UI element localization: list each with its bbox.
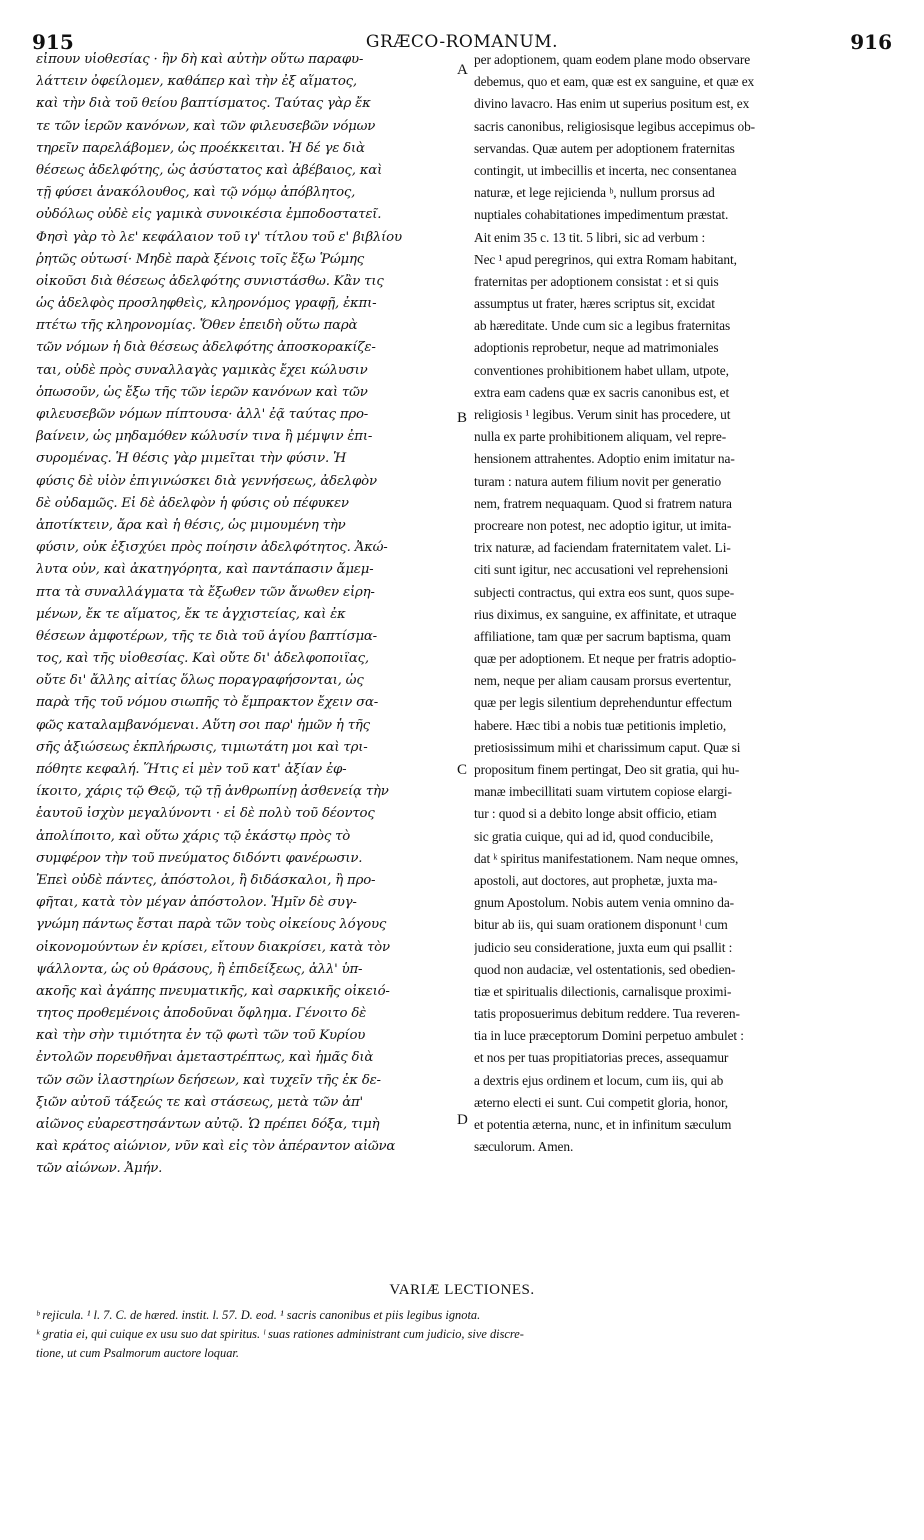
greek-text-line: τῶν αἰώνων. Ἀμήν. — [36, 1161, 163, 1177]
greek-text-line: ψάλλοντα, ὡς οὐ θράσους, ἢ ἐπιδείξεως, ἀλλ' ὑπ- — [36, 961, 363, 977]
greek-text-line: συμφέρον τὴν τοῦ πνεύματος διδόντι φανέρωσιν. — [36, 850, 363, 866]
latin-text-line: Nec ¹ apud peregrinos, qui extra Romam habitant, — [474, 251, 737, 267]
page-number-left: 915 — [32, 30, 74, 54]
greek-text-line: βαίνειν, ὡς μηδαμόθεν κώλυσίν τινα ἢ μέμψιν ἐπι- — [36, 429, 373, 445]
latin-text-line: habere. Hæc tibi a nobis tuæ petitionis impletio, — [474, 717, 727, 733]
latin-text-line: æterno electi ei sunt. Cui competit gloria, honor, — [474, 1094, 729, 1110]
latin-text-line: debemus, quo et eam, quæ est ex sanguine, et quæ ex — [474, 74, 755, 90]
latin-text-line: per adoptionem, quam eodem plane modo observare — [474, 52, 751, 67]
margin-marker-c: C — [457, 762, 468, 778]
greek-text-line: φῆται, κατὰ τὸν μέγαν ἀπόστολον. Ἡμῖν δὲ συγ- — [36, 895, 357, 911]
latin-text-line: turam : natura autem filium novit per generatio — [474, 473, 722, 489]
greek-text-line: Ἐπεὶ οὐδὲ πάντες, ἀπόστολοι, ἢ διδάσκαλοι, ἢ προ- — [36, 872, 376, 888]
latin-text-line: procreare non potest, nec adoptio igitur, ut imita- — [474, 517, 732, 533]
latin-text-line: et nos per tuas propitiatorias preces, assequamur — [474, 1050, 729, 1066]
latin-text-line: pretiosissimum mihi et charissimum caput. Quæ si — [474, 739, 741, 755]
greek-text-line: αἰῶνος εὐαρεστησάντων αὐτῷ. Ὧ πρέπει δόξα, τιμὴ — [36, 1117, 380, 1132]
latin-text-line: quæ per adoptionem. Et neque per fratris adoptio- — [474, 651, 737, 667]
greek-text-line: ται, οὐδὲ πρὸς συναλλαγὰς γαμικὰς ἔχει κώλυσιν — [36, 362, 368, 378]
latin-text-line: assumptus ut frater, hæres scriptus sit, excidat — [474, 296, 715, 312]
greek-text-line: θέσεων ἀμφοτέρων, τῆς τε διὰ τοῦ ἁγίου βαπτίσμα- — [36, 628, 377, 644]
greek-column — [36, 52, 454, 1184]
greek-text-line: τηρεῖν παρελάβομεν, ὡς προέκκειται. Ἡ δέ γε διὰ — [36, 140, 365, 156]
greek-text-line: πτέτω τῆς κληρονομίας. Ὅθεν ἐπειδὴ οὕτω παρὰ — [36, 318, 358, 334]
latin-text-line: apostoli, aut doctores, aut prophetæ, juxta ma- — [474, 872, 718, 888]
greek-text-line: τητος προθεμένοις ἀποδοῦναι ὄφλημα. Γένοιτο δὲ — [36, 1006, 367, 1022]
greek-text-line: φιλευσεβῶν νόμων πίπτουσα· ἀλλ' ἐᾷ ταύτας προ- — [36, 407, 369, 422]
running-title: GRÆCO-ROMANUM. — [365, 32, 559, 52]
greek-text-line: τος, καὶ τῆς υἱοθεσίας. Καὶ οὔτε δι' ἀδελφοποιΐας, — [36, 651, 369, 667]
greek-text-line: ὁπωσοῦν, ὡς ἔξω τῆς τῶν ἱερῶν κανόνων καὶ τῶν — [36, 384, 368, 400]
latin-text-line: a dextris ejus ordinem et locum, cum iis, qui ab — [474, 1072, 724, 1088]
latin-text-line: tia in luce præceptorum Domini perpetuo ambulet : — [474, 1028, 744, 1044]
latin-text-line: affiliatione, tam quæ per sacrum baptisma, quam — [474, 628, 731, 644]
latin-text-line: nem, neque per aliam causam prorsus evertentur, — [474, 673, 732, 689]
greek-text-line: τῇ φύσει ἀνακόλουθος, καὶ τῷ νόμῳ ἀπόβλητος, — [36, 185, 356, 201]
greek-text-line: φύσιν, οὐκ ἐξισχύει πρὸς ποίησιν ἀδελφότητος. Ἀκώ- — [36, 540, 388, 556]
variant-note-line: ᵏ gratia ei, qui cuique ex usu suo dat spiritus. ˡ suas rationes administrant cum judicio, sive discre- — [36, 1327, 524, 1341]
page-header — [32, 6, 892, 54]
latin-text-line: quod non audaciæ, vel ostentationis, sed obedien- — [474, 961, 736, 977]
greek-text-line: ἐντολῶν πορευθῆναι ἀμεταστρέπτως, καὶ ἡμᾶς διὰ — [36, 1050, 374, 1066]
greek-text-line: ὡς ἀδελφὸς προσληφθεὶς, κληρονόμος γραφῇ, ἐκπι- — [36, 296, 377, 312]
greek-text-line: παρὰ τῆς τοῦ νόμου σιωπῆς τὸ ἔμπρακτον ἔχειν σα- — [36, 695, 379, 711]
latin-text-line: sic gratia cuique, qui ad id, quod conducibile, — [474, 828, 714, 844]
greek-text-line: πόθητε κεφαλή. Ἥτις εἰ μὲν τοῦ κατ' ἀξίαν ἐφ- — [36, 762, 347, 777]
greek-text-line: ίκοιτο, χάρις τῷ Θεῷ, τῷ τῇ ἀνθρωπίνῃ ἀσθενείᾳ τὴν — [36, 784, 389, 800]
greek-text-line: σῆς ἀξιώσεως ἐκπλήρωσις, τιμιωτάτη μοι καὶ τρι- — [36, 739, 368, 755]
variant-note-line: tione, ut cum Psalmorum auctore loquar. — [36, 1346, 239, 1360]
margin-marker-d: D — [457, 1112, 468, 1128]
latin-text-line: sæculorum. Amen. — [474, 1139, 574, 1155]
latin-text-line: conventiones prohibitionem habet ullam, utpote, — [474, 362, 729, 378]
greek-text-line: ἀπολίποιτο, καὶ οὕτω χάρις τῷ ἑκάστῳ πρὸς τὸ — [36, 828, 351, 844]
latin-text-line: servandas. Quæ autem per adoptionem fraternitas — [474, 140, 735, 156]
greek-text-line: ακοῆς καὶ ἀγάπης πνευματικῆς, καὶ σαρκικῆς οἰκειό- — [36, 983, 390, 999]
greek-text-line: οὔτε δι' ἄλλης αἰτίας ὅλως ποραγραφήσονται, ὡς — [36, 673, 364, 689]
latin-text-line: judicio seu consideratione, juxta eum qui psallit : — [474, 939, 733, 955]
greek-text-line: πτα τὰ συναλλάγματα τὰ ἔξωθεν τῶν ἄνωθεν εἰρη- — [36, 584, 375, 600]
greek-text-line: οὐδόλως οὐδὲ εἰς γαμικὰ συνοικέσια ἐμποδοστατεῖ. — [36, 207, 382, 223]
latin-text-line: citi sunt igitur, nec accusationi vel reprehensioni — [474, 562, 729, 578]
latin-text-line: nulla ex parte prohibitionem aliquam, vel repre- — [474, 429, 727, 445]
greek-text-line: εἶπουν υἱοθεσίας · ἣν δὴ καὶ αὐτὴν οὕτω παραφυ- — [36, 52, 364, 67]
greek-text-line: θέσεως ἀδελφότης, ὡς ἀσύστατος καὶ ἀβέβαιος, καὶ — [36, 162, 383, 178]
greek-text-line: λυτα οὖν, καὶ ἀκατηγόρητα, καὶ παντάπασιν ἄμεμ- — [36, 562, 374, 578]
latin-text-line: divino lavacro. Has enim ut superius positum est, ex — [474, 96, 750, 112]
greek-text-line: φῶς καταλαμβανόμεναι. Αὕτη σοι παρ' ἡμῶν ἡ τῆς — [36, 717, 370, 733]
latin-text-line: rius diximus, ex sanguine, ex affinitate, et utraque — [474, 606, 737, 622]
latin-text-line: religiosis ¹ legibus. Verum sinit has procedere, ut — [474, 407, 731, 422]
variant-note-line: ᵇ rejicula. ¹ l. 7. C. de hæred. instit. l. 57. D. eod. ¹ sacris canonibus et piis legibus ignota. — [36, 1308, 481, 1322]
greek-text-line: ἀποτίκτειν, ἄρα καὶ ἡ θέσις, ὡς μιμουμένη τὴν — [36, 517, 346, 533]
variae-lectiones-notes — [36, 1308, 892, 1365]
greek-text-line: οἰκονομούντων ἐν κρίσει, εἴτουν διακρίσει, κατὰ τὸν — [36, 939, 390, 955]
latin-text-line: bitur ab iis, qui suam orationem disponunt ˡ cum — [474, 917, 728, 933]
latin-text-line: gnum Apostolum. Nobis autem venia omnino da- — [474, 895, 735, 911]
greek-text-line: Φησὶ γὰρ τὸ λε' κεφάλαιον τοῦ ιγ' τίτλου τοῦ ε' βιβλίου — [36, 229, 402, 245]
latin-text-line: quæ per legis silentium deprehenduntur effectum — [474, 695, 732, 711]
latin-text-line: tiæ et spiritualis dilectionis, carnalisque proximi- — [474, 983, 732, 999]
greek-text-line: λάττειν ὀφείλομεν, καθάπερ καὶ τὴν ἐξ αἵματος, — [36, 74, 357, 90]
latin-text-line: propositum finem pertingat, Deo sit gratia, qui hu- — [474, 762, 740, 777]
greek-text-line: ἑαυτοῦ ἰσχὺν μεγαλύνοντι · εἰ δὲ πολὺ τοῦ δέοντος — [36, 806, 375, 822]
margin-marker-b: B — [457, 410, 468, 426]
greek-text-line: δὲ οὐδαμῶς. Εἰ δὲ ἀδελφὸν ἡ φύσις οὐ πέφυκεν — [36, 495, 349, 511]
latin-text-line: naturæ, et lege rejicienda ᵇ, nullum prorsus ad — [474, 185, 715, 201]
latin-text-line: contingit, ut imbecillis et incerta, nec consentanea — [474, 162, 737, 178]
greek-text-line: καὶ κράτος αἰώνιον, νῦν καὶ εἰς τὸν ἀπέραντον αἰῶνα — [36, 1139, 396, 1155]
latin-column — [474, 52, 892, 1161]
latin-text-line: nem, fratrem nequaquam. Quod si fratrem natura — [474, 495, 732, 511]
latin-text-line: nuptiales cohabitationes impedimentum præstat. — [474, 207, 729, 223]
latin-text-line: ab hæreditate. Unde cum sic a legibus fraternitas — [474, 318, 731, 334]
greek-text-line: καὶ τὴν διὰ τοῦ θείου βαπτίσματος. Ταύτας γὰρ ἔκ — [36, 96, 371, 112]
margin-marker-a: A — [457, 62, 468, 78]
greek-text-line: συρομένας. Ἡ θέσις γὰρ μιμεῖται τὴν φύσιν. Ἡ — [36, 451, 347, 467]
latin-text-line: dat ᵏ spiritus manifestationem. Nam neque omnes, — [474, 850, 739, 866]
greek-text-line: γνώμη πάντως ἔσται παρὰ τῶν τοὺς οἰκείους λόγους — [36, 917, 387, 933]
greek-text-line: μένων, ἔκ τε αἵματος, ἔκ τε ἀγχιστείας, καὶ ἐκ — [36, 606, 346, 622]
greek-text-line: οἰκοῦσι διὰ θέσεως ἀδελφότης συνιστάσθω. Κἂν τις — [36, 273, 384, 289]
greek-text-line: τῶν σῶν ἱλαστηρίων δεήσεων, καὶ τυχεῖν τῆς ἐκ δε- — [36, 1072, 381, 1088]
latin-text-line: extra eam cadens quæ ex sacris canonibus est, et — [474, 384, 730, 400]
greek-text-line: ῥητῶς οὑτωσί· Μηδὲ παρὰ ξένοις τοῖς ἔξω Ῥώμης — [36, 251, 364, 267]
greek-text-line: τε τῶν ἱερῶν κανόνων, καὶ τῶν φιλευσεβῶν νόμων — [36, 118, 376, 134]
greek-text-line: ξιῶν αὐτοῦ τάξεώς τε καὶ στάσεως, μετὰ τῶν ἀπ' — [36, 1094, 363, 1110]
latin-text-line: fraternitas per adoptionem consistat : et si quis — [474, 273, 719, 289]
latin-text-line: hensionem attrahentes. Adoptio enim imitatur na- — [474, 451, 735, 467]
greek-text-line: καὶ τὴν σὴν τιμιότητα ἐν τῷ φωτὶ τῶν τοῦ Κυρίου — [36, 1028, 366, 1044]
latin-text-line: tatis proposuerimus debitum reddere. Tua reveren- — [474, 1006, 740, 1022]
latin-text-line: manæ imbecillitati suam virtutem copiose elargi- — [474, 784, 732, 800]
latin-text-line: et potentia æterna, nunc, et in infinitum sæculum — [474, 1117, 732, 1132]
page-number-right: 916 — [850, 30, 892, 54]
latin-text-line: subjecti contractus, qui extra eos sunt, quos supe- — [474, 584, 735, 600]
latin-text-line: tur : quod si a debito longe absit officio, etiam — [474, 806, 717, 822]
greek-text-line: τῶν νόμων ἡ διὰ θέσεως ἀδελφότης ἀποσκορακίζε- — [36, 340, 376, 356]
latin-text-line: adoptionis reprobetur, neque ad matrimoniales — [474, 340, 719, 356]
latin-text-line: Ait enim 35 c. 13 tit. 5 libri, sic ad verbum : — [474, 229, 706, 245]
latin-text-line: trix naturæ, ad faciendam fraternitatem valet. Li- — [474, 540, 731, 556]
variae-lectiones-title: VARIÆ LECTIONES. — [389, 1282, 535, 1298]
greek-text-line: φύσις δὲ υἱὸν ἐπιγινώσκει διὰ γεννήσεως, ἀδελφὸν — [36, 473, 377, 489]
latin-text-line: sacris canonibus, religiosisque legibus accepimus ob- — [474, 118, 756, 134]
